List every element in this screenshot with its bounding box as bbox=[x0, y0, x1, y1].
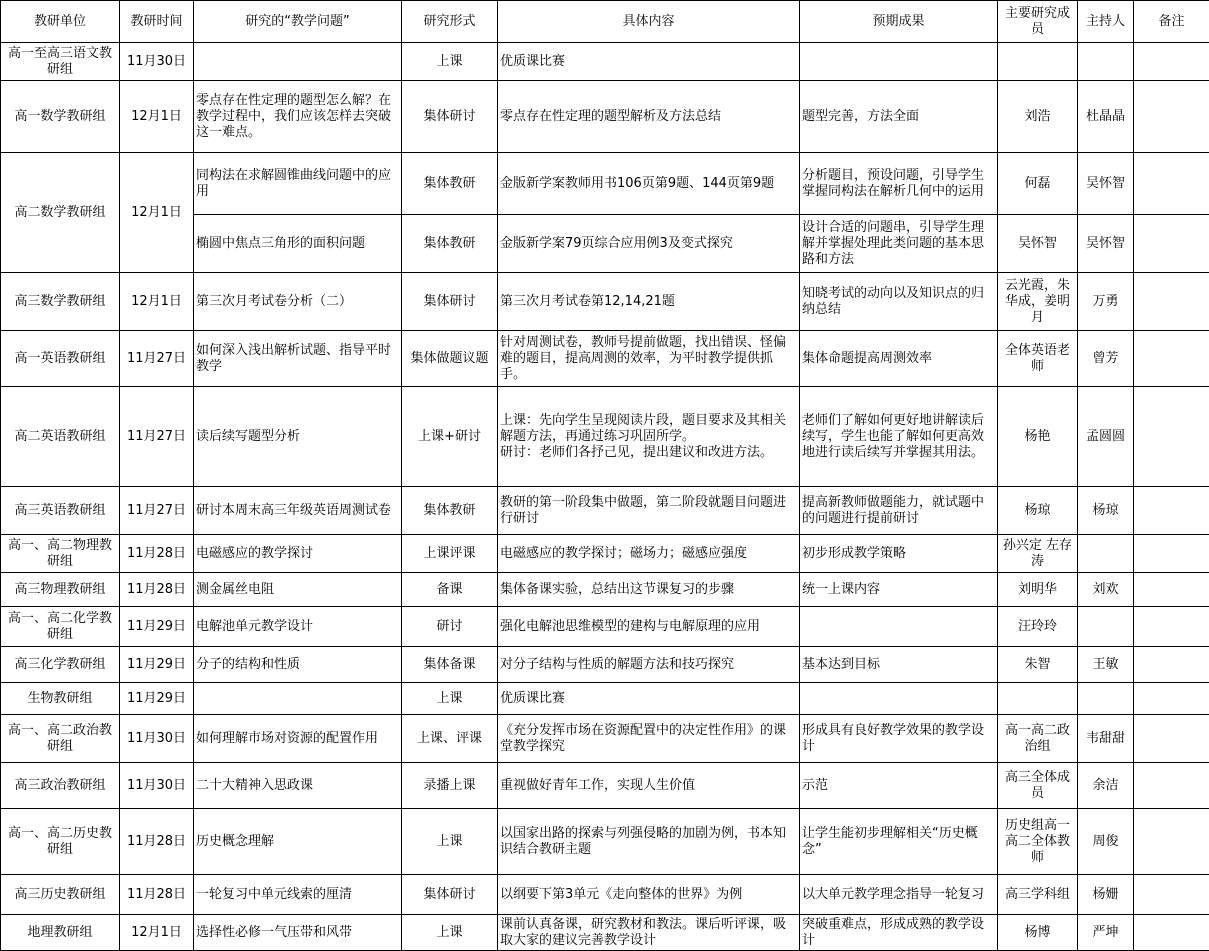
table-row bbox=[1, 535, 1209, 573]
table-row bbox=[1, 43, 1209, 81]
problem-cell: 电解池单元教学设计 bbox=[194, 607, 402, 647]
note-cell bbox=[1134, 331, 1209, 387]
problem-cell: 选择性必修一气压带和风带 bbox=[194, 915, 402, 951]
time-cell: 11月30日 bbox=[120, 43, 194, 81]
content-cell: 电磁感应的教学探讨；磁场力；磁感应强度 bbox=[498, 535, 800, 573]
problem-cell bbox=[194, 43, 402, 81]
note-cell bbox=[1134, 273, 1209, 331]
outcome-cell bbox=[800, 683, 998, 715]
members-cell: 汪玲玲 bbox=[998, 607, 1078, 647]
members-cell: 云光霞，朱华成，姜明月 bbox=[998, 273, 1078, 331]
time-cell: 11月28日 bbox=[120, 809, 194, 875]
unit-cell: 高二数学教研组 bbox=[1, 153, 120, 273]
members-cell: 杨博 bbox=[998, 915, 1078, 951]
outcome-cell: 集体命题提高周测效率 bbox=[800, 331, 998, 387]
form-cell: 集体教研 bbox=[402, 487, 498, 535]
table-row bbox=[1, 763, 1209, 809]
outcome-cell: 示范 bbox=[800, 763, 998, 809]
note-cell bbox=[1134, 153, 1209, 215]
table-row bbox=[1, 573, 1209, 607]
outcome-cell: 分析题目，预设问题，引导学生掌握同构法在解析几何中的运用 bbox=[800, 153, 998, 215]
note-cell bbox=[1134, 607, 1209, 647]
members-cell: 高一高二政治组 bbox=[998, 715, 1078, 763]
outcome-cell: 基本达到目标 bbox=[800, 647, 998, 683]
table-row bbox=[1, 273, 1209, 331]
members-cell: 孙兴定 左存涛 bbox=[998, 535, 1078, 573]
header-time: 教研时间 bbox=[120, 1, 194, 43]
time-cell: 11月28日 bbox=[120, 535, 194, 573]
unit-cell: 高一、高二政治教研组 bbox=[1, 715, 120, 763]
unit-cell: 高三历史教研组 bbox=[1, 875, 120, 915]
table-row bbox=[1, 387, 1209, 487]
note-cell bbox=[1134, 647, 1209, 683]
problem-cell: 如何理解市场对资源的配置作用 bbox=[194, 715, 402, 763]
outcome-cell: 形成具有良好教学效果的教学设计 bbox=[800, 715, 998, 763]
members-cell: 何磊 bbox=[998, 153, 1078, 215]
host-cell: 吴怀智 bbox=[1078, 153, 1134, 215]
outcome-cell: 以大单元教学理念指导一轮复习 bbox=[800, 875, 998, 915]
problem-cell: 如何深入浅出解析试题、指导平时教学 bbox=[194, 331, 402, 387]
unit-cell: 高一英语教研组 bbox=[1, 331, 120, 387]
table-row bbox=[1, 683, 1209, 715]
form-cell: 上课评课 bbox=[402, 535, 498, 573]
note-cell bbox=[1134, 43, 1209, 81]
note-cell bbox=[1134, 387, 1209, 487]
unit-cell: 高二英语教研组 bbox=[1, 387, 120, 487]
content-cell: 教研的第一阶段集中做题，第二阶段就题目问题进行研讨 bbox=[498, 487, 800, 535]
outcome-cell: 提高新教师做题能力，就试题中的问题进行提前研讨 bbox=[800, 487, 998, 535]
note-cell bbox=[1134, 715, 1209, 763]
problem-cell: 读后续写题型分析 bbox=[194, 387, 402, 487]
table-row bbox=[1, 875, 1209, 915]
content-cell: 优质课比赛 bbox=[498, 683, 800, 715]
header-content: 具体内容 bbox=[498, 1, 800, 43]
content-cell: 针对周测试卷，教师号提前做题，找出错误、怪偏难的题目，提高周测的效率，为平时教学提供抓手。 bbox=[498, 331, 800, 387]
members-cell bbox=[998, 683, 1078, 715]
form-cell: 上课 bbox=[402, 915, 498, 951]
table-row bbox=[1, 81, 1209, 153]
content-cell: 强化电解池思维模型的建构与电解原理的应用 bbox=[498, 607, 800, 647]
note-cell bbox=[1134, 809, 1209, 875]
header-members: 主要研究成员 bbox=[998, 1, 1078, 43]
unit-cell: 高三物理教研组 bbox=[1, 573, 120, 607]
table-row bbox=[1, 647, 1209, 683]
time-cell: 11月27日 bbox=[120, 487, 194, 535]
members-cell: 吴怀智 bbox=[998, 215, 1078, 273]
outcome-cell: 老师们了解如何更好地讲解读后续写，学生也能了解如何更高效地进行读后续写并掌握其用法。 bbox=[800, 387, 998, 487]
host-cell: 王敏 bbox=[1078, 647, 1134, 683]
form-cell: 集体研讨 bbox=[402, 273, 498, 331]
host-cell bbox=[1078, 607, 1134, 647]
form-cell: 研讨 bbox=[402, 607, 498, 647]
form-cell: 上课 bbox=[402, 809, 498, 875]
problem-cell: 二十大精神入思政课 bbox=[194, 763, 402, 809]
members-cell: 刘明华 bbox=[998, 573, 1078, 607]
time-cell: 12月1日 bbox=[120, 915, 194, 951]
note-cell bbox=[1134, 535, 1209, 573]
time-cell: 11月29日 bbox=[120, 647, 194, 683]
time-cell: 12月1日 bbox=[120, 81, 194, 153]
unit-cell: 高一、高二化学教研组 bbox=[1, 607, 120, 647]
note-cell bbox=[1134, 487, 1209, 535]
form-cell: 集体教研 bbox=[402, 215, 498, 273]
problem-cell: 同构法在求解圆锥曲线问题中的应用 bbox=[194, 153, 402, 215]
outcome-cell: 让学生能初步理解相关“历史概念” bbox=[800, 809, 998, 875]
host-cell bbox=[1078, 43, 1134, 81]
time-cell: 11月29日 bbox=[120, 683, 194, 715]
note-cell bbox=[1134, 875, 1209, 915]
content-cell: 零点存在性定理的题型解析及方法总结 bbox=[498, 81, 800, 153]
members-cell: 全体英语老师 bbox=[998, 331, 1078, 387]
unit-cell: 高一、高二历史教研组 bbox=[1, 809, 120, 875]
host-cell: 曾芳 bbox=[1078, 331, 1134, 387]
time-cell: 12月1日 bbox=[120, 153, 194, 273]
note-cell bbox=[1134, 573, 1209, 607]
header-outcome: 预期成果 bbox=[800, 1, 998, 43]
content-cell: 金版新学案79页综合应用例3及变式探究 bbox=[498, 215, 800, 273]
time-cell: 11月28日 bbox=[120, 573, 194, 607]
form-cell: 上课 bbox=[402, 43, 498, 81]
host-cell: 韦甜甜 bbox=[1078, 715, 1134, 763]
host-cell: 万勇 bbox=[1078, 273, 1134, 331]
form-cell: 上课+研讨 bbox=[402, 387, 498, 487]
outcome-cell: 突破重难点，形成成熟的教学设计 bbox=[800, 915, 998, 951]
problem-cell: 第三次月考试卷分析（二） bbox=[194, 273, 402, 331]
unit-cell: 高一至高三语文教研组 bbox=[1, 43, 120, 81]
members-cell: 高三学科组 bbox=[998, 875, 1078, 915]
unit-cell: 高一、高二物理教研组 bbox=[1, 535, 120, 573]
table-row bbox=[1, 915, 1209, 951]
members-cell: 杨琼 bbox=[998, 487, 1078, 535]
outcome-cell: 设计合适的问题串，引导学生理解并掌握处理此类问题的基本思路和方法 bbox=[800, 215, 998, 273]
problem-cell: 测金属丝电阻 bbox=[194, 573, 402, 607]
members-cell: 刘浩 bbox=[998, 81, 1078, 153]
problem-cell: 历史概念理解 bbox=[194, 809, 402, 875]
table-row bbox=[1, 809, 1209, 875]
host-cell: 周俊 bbox=[1078, 809, 1134, 875]
content-cell: 对分子结构与性质的解题方法和技巧探究 bbox=[498, 647, 800, 683]
content-cell: 优质课比赛 bbox=[498, 43, 800, 81]
note-cell bbox=[1134, 215, 1209, 273]
host-cell: 杜晶晶 bbox=[1078, 81, 1134, 153]
time-cell: 11月30日 bbox=[120, 763, 194, 809]
members-cell: 高三全体成员 bbox=[998, 763, 1078, 809]
host-cell: 杨琼 bbox=[1078, 487, 1134, 535]
header-unit: 教研单位 bbox=[1, 1, 120, 43]
content-cell: 《充分发挥市场在资源配置中的决定性作用》的课堂教学探究 bbox=[498, 715, 800, 763]
unit-cell: 高三化学教研组 bbox=[1, 647, 120, 683]
note-cell bbox=[1134, 763, 1209, 809]
time-cell: 11月27日 bbox=[120, 387, 194, 487]
members-cell: 朱智 bbox=[998, 647, 1078, 683]
host-cell: 杨姗 bbox=[1078, 875, 1134, 915]
problem-cell: 分子的结构和性质 bbox=[194, 647, 402, 683]
form-cell: 集体做题议题 bbox=[402, 331, 498, 387]
header-row bbox=[1, 1, 1209, 43]
time-cell: 12月1日 bbox=[120, 273, 194, 331]
problem-cell: 零点存在性定理的题型怎么解？在教学过程中，我们应该怎样去突破这一难点。 bbox=[194, 81, 402, 153]
form-cell: 备课 bbox=[402, 573, 498, 607]
members-cell bbox=[998, 43, 1078, 81]
outcome-cell bbox=[800, 43, 998, 81]
table-row bbox=[1, 715, 1209, 763]
content-cell: 以纲要下第3单元《走向整体的世界》为例 bbox=[498, 875, 800, 915]
form-cell: 集体研讨 bbox=[402, 81, 498, 153]
host-cell: 刘欢 bbox=[1078, 573, 1134, 607]
host-cell: 严坤 bbox=[1078, 915, 1134, 951]
problem-cell: 研讨本周末高三年级英语周测试卷 bbox=[194, 487, 402, 535]
problem-cell bbox=[194, 683, 402, 715]
header-problem: 研究的“教学问题” bbox=[194, 1, 402, 43]
host-cell: 余洁 bbox=[1078, 763, 1134, 809]
header-form: 研究形式 bbox=[402, 1, 498, 43]
outcome-cell bbox=[800, 607, 998, 647]
outcome-cell: 知晓考试的动向以及知识点的归纳总结 bbox=[800, 273, 998, 331]
time-cell: 11月29日 bbox=[120, 607, 194, 647]
unit-cell: 生物教研组 bbox=[1, 683, 120, 715]
time-cell: 11月30日 bbox=[120, 715, 194, 763]
form-cell: 上课 bbox=[402, 683, 498, 715]
host-cell bbox=[1078, 535, 1134, 573]
outcome-cell: 题型完善，方法全面 bbox=[800, 81, 998, 153]
header-note: 备注 bbox=[1134, 1, 1209, 43]
table-row bbox=[1, 331, 1209, 387]
content-cell: 以国家出路的探索与列强侵略的加剧为例，书本知识结合教研主题 bbox=[498, 809, 800, 875]
form-cell: 录播上课 bbox=[402, 763, 498, 809]
note-cell bbox=[1134, 915, 1209, 951]
time-cell: 11月27日 bbox=[120, 331, 194, 387]
table-row bbox=[1, 607, 1209, 647]
host-cell: 吴怀智 bbox=[1078, 215, 1134, 273]
content-cell: 金版新学案教师用书106页第9题、144页第9题 bbox=[498, 153, 800, 215]
unit-cell: 高三数学教研组 bbox=[1, 273, 120, 331]
note-cell bbox=[1134, 81, 1209, 153]
outcome-cell: 统一上课内容 bbox=[800, 573, 998, 607]
form-cell: 集体备课 bbox=[402, 647, 498, 683]
content-cell: 课前认真备课，研究教材和教法。课后听评课，吸取大家的建议完善教学设计 bbox=[498, 915, 800, 951]
members-cell: 历史组高一高二全体教师 bbox=[998, 809, 1078, 875]
note-cell bbox=[1134, 683, 1209, 715]
unit-cell: 地理教研组 bbox=[1, 915, 120, 951]
form-cell: 上课、评课 bbox=[402, 715, 498, 763]
content-cell: 上课：先向学生呈现阅读片段，题目要求及其相关解题方法，再通过练习巩固所学。 研讨：老师们各抒己见，提出建议和改进方法。 bbox=[498, 387, 800, 487]
header-host: 主持人 bbox=[1078, 1, 1134, 43]
members-cell: 杨艳 bbox=[998, 387, 1078, 487]
time-cell: 11月28日 bbox=[120, 875, 194, 915]
table-row bbox=[1, 153, 1209, 215]
problem-cell: 电磁感应的教学探讨 bbox=[194, 535, 402, 573]
form-cell: 集体教研 bbox=[402, 153, 498, 215]
problem-cell: 椭圆中焦点三角形的面积问题 bbox=[194, 215, 402, 273]
form-cell: 集体研讨 bbox=[402, 875, 498, 915]
unit-cell: 高一数学教研组 bbox=[1, 81, 120, 153]
unit-cell: 高三英语教研组 bbox=[1, 487, 120, 535]
content-cell: 第三次月考试卷第12,14,21题 bbox=[498, 273, 800, 331]
table-row bbox=[1, 487, 1209, 535]
content-cell: 重视做好青年工作，实现人生价值 bbox=[498, 763, 800, 809]
problem-cell: 一轮复习中单元线索的厘清 bbox=[194, 875, 402, 915]
host-cell: 孟圆圆 bbox=[1078, 387, 1134, 487]
outcome-cell: 初步形成教学策略 bbox=[800, 535, 998, 573]
host-cell bbox=[1078, 683, 1134, 715]
content-cell: 集体备课实验，总结出这节课复习的步骤 bbox=[498, 573, 800, 607]
unit-cell: 高三政治教研组 bbox=[1, 763, 120, 809]
